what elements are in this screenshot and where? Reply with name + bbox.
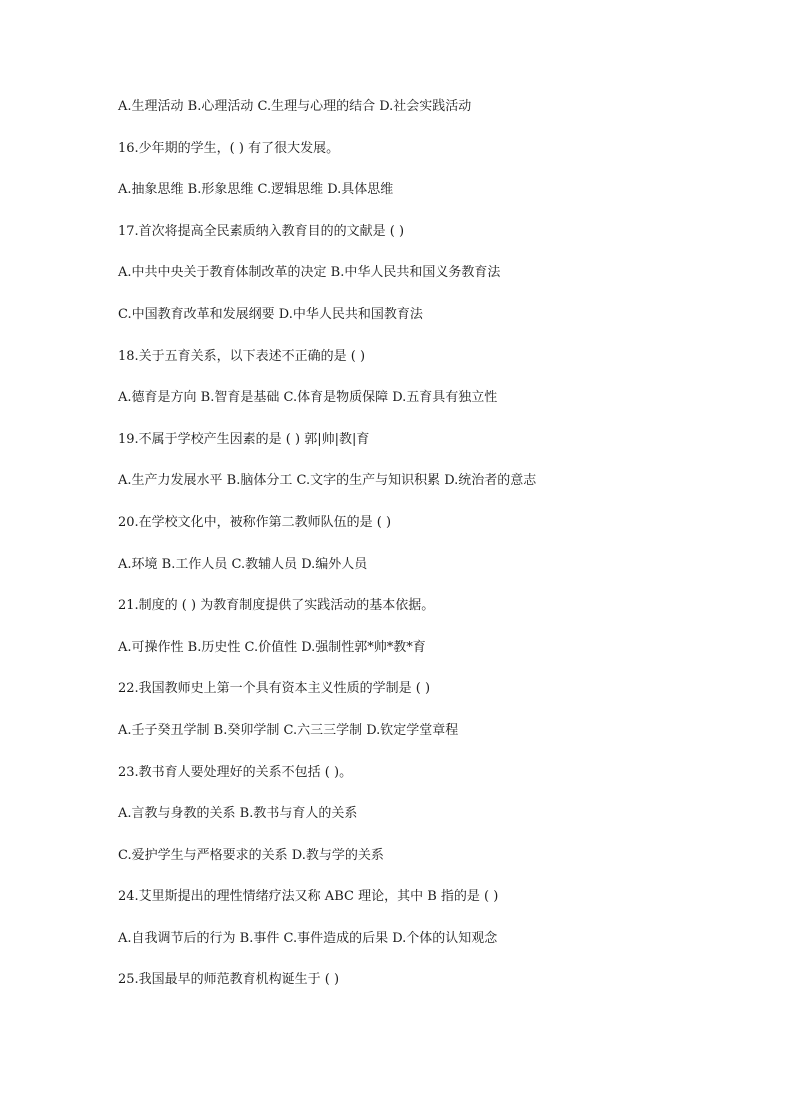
question-21: 21.制度的 ( ) 为教育制度提供了实践活动的基本依据。 — [118, 598, 435, 614]
option-line: A.德育是方向 B.智育是基础 C.体育是物质保障 D.五育具有独立性 — [118, 390, 498, 406]
option-line: A.生产力发展水平 B.脑体分工 C.文字的生产与知识积累 D.统治者的意志 — [118, 473, 537, 489]
question-24: 24.艾里斯提出的理性情绪疗法又称 ABC 理论，其中 B 指的是 ( ) — [118, 889, 499, 905]
question-list — [118, 96, 758, 1011]
option-line: C.爱护学生与严格要求的关系 D.教与学的关系 — [118, 847, 384, 863]
option-line: A.抽象思维 B.形象思维 C.逻辑思维 D.具体思维 — [118, 182, 394, 198]
question-25: 25.我国最早的师范教育机构诞生于 ( ) — [118, 972, 340, 988]
option-line: A.中共中央关于教育体制改革的决定 B.中华人民共和国义务教育法 — [118, 265, 501, 281]
option-line: A.言教与身教的关系 B.教书与育人的关系 — [118, 806, 358, 822]
option-line: A.自我调节后的行为 B.事件 C.事件造成的后果 D.个体的认知观念 — [118, 930, 498, 946]
question-18: 18.关于五育关系，以下表述不正确的是 ( ) — [118, 348, 366, 364]
question-20: 20.在学校文化中，被称作第二教师队伍的是 ( ) — [118, 514, 392, 530]
question-17: 17.首次将提高全民素质纳入教育目的的文献是 ( ) — [118, 223, 405, 239]
question-16: 16.少年期的学生，( ) 有了很大发展。 — [118, 140, 340, 156]
option-line: A.壬子癸丑学制 B.癸卯学制 C.六三三学制 D.钦定学堂章程 — [118, 722, 459, 738]
option-line: C.中国教育改革和发展纲要 D.中华人民共和国教育法 — [118, 306, 423, 322]
question-23: 23.教书育人要处理好的关系不包括 ( )。 — [118, 764, 353, 780]
option-line: A.生理活动 B.心理活动 C.生理与心理的结合 D.社会实践活动 — [118, 99, 472, 114]
question-22: 22.我国教师史上第一个具有资本主义性质的学制是 ( ) — [118, 681, 431, 697]
option-line: A.可操作性 B.历史性 C.价值性 D.强制性郭*帅*教*育 — [118, 639, 426, 655]
option-line: A.环境 B.工作人员 C.教辅人员 D.编外人员 — [118, 556, 368, 572]
question-19: 19.不属于学校产生因素的是 ( ) 郭|帅|教|育 — [118, 431, 370, 447]
